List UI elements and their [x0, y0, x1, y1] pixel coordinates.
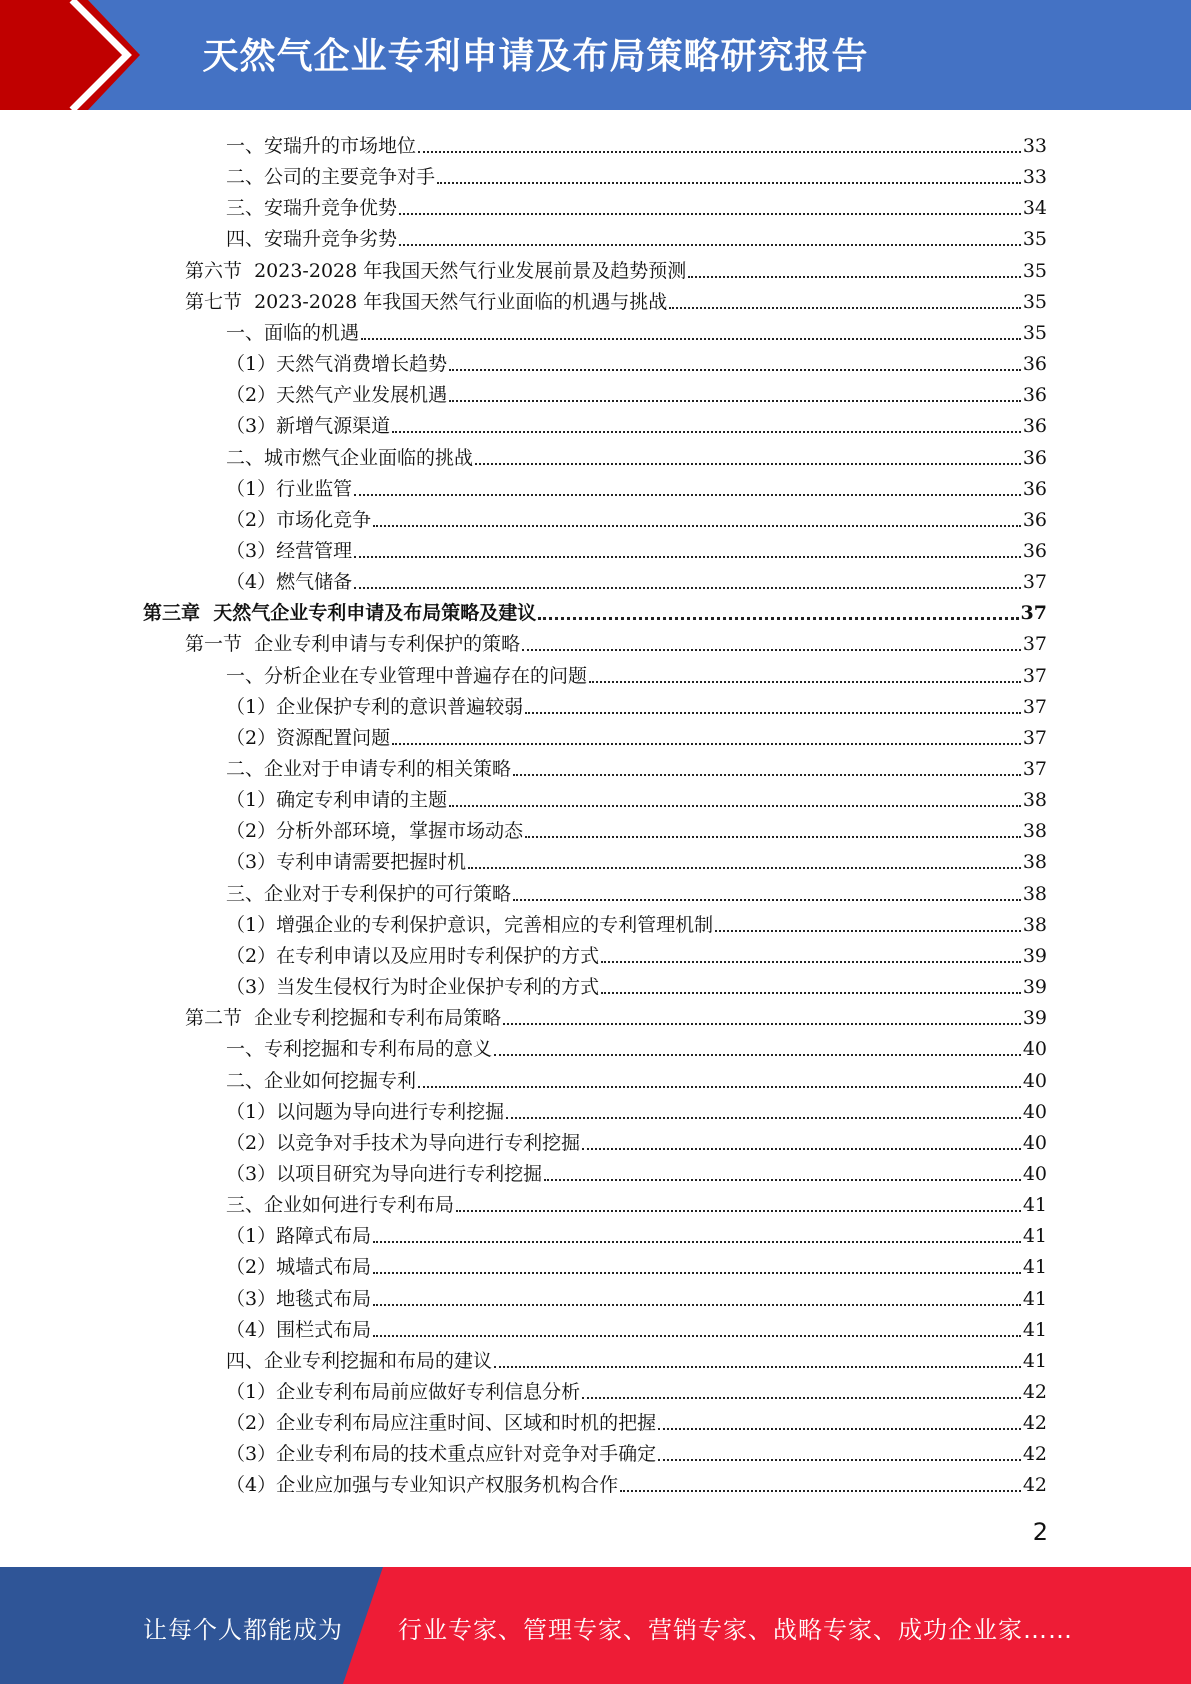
toc-entry-label: （2）以竞争对手技术为导向进行专利挖掘 — [226, 1131, 581, 1154]
toc-entry[interactable] — [226, 533, 1047, 564]
toc-entry-page: 41 — [1022, 1287, 1047, 1310]
toc-entry[interactable] — [226, 1436, 1047, 1467]
toc-entry[interactable] — [226, 938, 1047, 969]
toc-entry-page: 35 — [1022, 290, 1047, 313]
toc-dot-leader — [437, 182, 1021, 184]
toc-dot-leader — [399, 213, 1021, 215]
toc-entry-page: 36 — [1022, 384, 1047, 407]
toc-entry-label: （2）在专利申请以及应用时专利保护的方式 — [226, 944, 600, 967]
toc-entry-label: （1）企业专利布局前应做好专利信息分析 — [226, 1381, 581, 1403]
toc-entry-label: （1）确定专利申请的主题 — [226, 789, 448, 812]
toc-entry[interactable] — [226, 564, 1047, 595]
footer-slogan-left: 让每个人都能成为 — [143, 1616, 343, 1644]
toc-dot-leader — [475, 463, 1021, 465]
toc-dot-leader — [525, 712, 1021, 714]
toc-entry-page: 42 — [1022, 1381, 1047, 1403]
toc-entry-label: 三、企业如何进行专利布局 — [226, 1194, 455, 1217]
toc-entry[interactable] — [226, 1281, 1047, 1312]
toc-entry-label: （2）分析外部环境，掌握市场动态 — [226, 820, 524, 843]
toc-entry-page: 39 — [1022, 1007, 1047, 1030]
toc-entry-page: 40 — [1022, 1131, 1047, 1154]
toc-entry-label: （2）企业专利布局应注重时间、区域和时机的把握 — [226, 1412, 657, 1435]
toc-entry[interactable] — [226, 1312, 1047, 1343]
toc-entry-label: （4）企业应加强与专业知识产权服务机构合作 — [226, 1474, 619, 1497]
toc-entry-label: 二、企业如何挖掘专利 — [226, 1069, 417, 1092]
toc-entry-page: 40 — [1022, 1100, 1047, 1123]
toc-entry-page: 42 — [1022, 1412, 1047, 1435]
toc-entry[interactable] — [226, 190, 1047, 221]
toc-dot-leader — [582, 1397, 1021, 1399]
toc-entry-page: 36 — [1022, 508, 1047, 531]
toc-dot-leader — [538, 617, 1018, 620]
toc-dot-leader — [525, 836, 1021, 838]
toc-entry[interactable] — [226, 1374, 1047, 1405]
toc-entry-label: （2）城墙式布局 — [226, 1256, 372, 1279]
toc-entry-page: 38 — [1022, 789, 1047, 812]
toc-entry-page: 36 — [1022, 539, 1047, 562]
toc-dot-leader — [503, 1023, 1021, 1025]
header-arrow-decoration — [0, 0, 150, 110]
toc-entry-label: 第一节 企业专利申请与专利保护的策略 — [185, 633, 521, 656]
toc-entry-label: 一、专利挖掘和专利布局的意义 — [226, 1038, 493, 1061]
toc-entry-page: 39 — [1022, 976, 1047, 999]
toc-dot-leader — [513, 899, 1021, 901]
toc-entry[interactable] — [226, 1218, 1047, 1249]
toc-entry-label: （3）以项目研究为导向进行专利挖掘 — [226, 1162, 543, 1185]
toc-dot-leader — [601, 992, 1021, 994]
toc-entry-page: 37 — [1022, 726, 1047, 749]
toc-entry-label: （3）经营管理 — [226, 539, 353, 562]
toc-entry-label: （1）天然气消费增长趋势 — [226, 353, 448, 376]
toc-entry-label: （1）增强企业的专利保护意识，完善相应的专利管理机制 — [226, 913, 714, 936]
toc-entry-page: 40 — [1022, 1162, 1047, 1185]
toc-entry[interactable] — [226, 221, 1047, 252]
toc-dot-leader — [354, 494, 1021, 496]
toc-entry-label: （1）企业保护专利的意识普遍较弱 — [226, 695, 524, 718]
toc-entry-page: 38 — [1022, 820, 1047, 843]
toc-entry[interactable] — [226, 377, 1047, 408]
toc-entry-page: 36 — [1022, 446, 1047, 469]
toc-dot-leader — [456, 1210, 1021, 1212]
toc-entry-label: （1）路障式布局 — [226, 1225, 372, 1248]
toc-dot-leader — [506, 1117, 1021, 1119]
toc-dot-leader — [449, 805, 1021, 807]
toc-dot-leader — [620, 1490, 1021, 1492]
toc-entry[interactable] — [185, 253, 1047, 284]
toc-entry[interactable] — [185, 1000, 1047, 1031]
toc-entry-page: 41 — [1022, 1349, 1047, 1372]
toc-dot-leader — [715, 930, 1021, 932]
toc-entry[interactable] — [226, 502, 1047, 533]
toc-entry-label: （3）当发生侵权行为时企业保护专利的方式 — [226, 976, 600, 999]
toc-entry-page: 37 — [1022, 664, 1047, 687]
toc-entry[interactable] — [226, 658, 1047, 689]
toc-dot-leader — [361, 338, 1021, 340]
toc-entry[interactable] — [226, 315, 1047, 346]
toc-dot-leader — [392, 431, 1021, 433]
toc-entry-label: （3）企业专利布局的技术重点应针对竞争对手确定 — [226, 1443, 657, 1466]
toc-entry-page: 41 — [1022, 1194, 1047, 1217]
toc-dot-leader — [392, 743, 1021, 745]
toc-dot-leader — [373, 1335, 1021, 1337]
toc-entry[interactable] — [226, 782, 1047, 813]
toc-entry[interactable] — [226, 876, 1047, 907]
toc-dot-leader — [669, 307, 1021, 309]
toc-dot-leader — [418, 1086, 1021, 1088]
toc-entry-label: 第六节 2023-2028 年我国天然气行业发展前景及趋势预测 — [185, 259, 687, 282]
toc-entry-page: 35 — [1022, 228, 1047, 251]
toc-entry-label: （3）专利申请需要把握时机 — [226, 851, 467, 874]
toc-entry[interactable] — [185, 626, 1047, 657]
toc-dot-leader — [658, 1428, 1021, 1430]
toc-entry-label: 第二节 企业专利挖掘和专利布局策略 — [185, 1007, 502, 1030]
toc-entry-label: 三、企业对于专利保护的可行策略 — [226, 882, 512, 905]
toc-dot-leader — [354, 587, 1021, 589]
toc-entry-page: 37 — [1020, 602, 1047, 625]
toc-entry-page: 40 — [1022, 1038, 1047, 1061]
toc-entry[interactable] — [143, 595, 1047, 626]
toc-entry-label: 三、安瑞升竞争优势 — [226, 197, 398, 220]
toc-entry[interactable] — [185, 284, 1047, 315]
toc-dot-leader — [522, 649, 1021, 651]
toc-entry-label: 二、城市燃气企业面临的挑战 — [226, 446, 474, 469]
toc-entry-label: 第七节 2023-2028 年我国天然气行业面临的机遇与挑战 — [185, 290, 668, 313]
toc-entry[interactable] — [226, 408, 1047, 439]
toc-entry-label: 一、安瑞升的市场地位 — [226, 135, 417, 157]
toc-entry-page: 41 — [1022, 1256, 1047, 1279]
toc-entry-page: 37 — [1022, 695, 1047, 718]
toc-entry-page: 38 — [1022, 913, 1047, 936]
toc-entry-label: 二、企业对于申请专利的相关策略 — [226, 758, 512, 780]
toc-dot-leader — [373, 525, 1021, 527]
toc-entry[interactable] — [226, 689, 1047, 720]
toc-dot-leader — [658, 1459, 1021, 1461]
toc-entry-label: （3）地毯式布局 — [226, 1287, 372, 1310]
toc-entry[interactable] — [226, 128, 1047, 159]
toc-entry[interactable] — [226, 471, 1047, 502]
toc-entry-label: （3）新增气源渠道 — [226, 415, 391, 438]
footer-slogan-right: 行业专家、管理专家、营销专家、战略专家、成功企业家…… — [398, 1616, 1073, 1644]
toc-entry[interactable] — [226, 1063, 1047, 1094]
toc-dot-leader — [589, 681, 1021, 683]
toc-dot-leader — [418, 151, 1021, 153]
toc-entry-page: 37 — [1022, 758, 1047, 780]
toc-dot-leader — [449, 400, 1021, 402]
toc-dot-leader — [468, 867, 1021, 869]
toc-entry[interactable] — [226, 1125, 1047, 1156]
toc-entry[interactable] — [226, 907, 1047, 938]
header-banner — [0, 0, 1191, 110]
toc-entry-page: 33 — [1022, 135, 1047, 157]
toc-dot-leader — [494, 1366, 1021, 1368]
toc-dot-leader — [373, 1272, 1021, 1274]
footer-banner — [0, 1567, 1191, 1684]
toc-entry-page: 39 — [1022, 944, 1047, 967]
toc-entry-label: 四、企业专利挖掘和布局的建议 — [226, 1349, 493, 1372]
toc-entry-label: （2）天然气产业发展机遇 — [226, 384, 448, 407]
toc-dot-leader — [494, 1054, 1021, 1056]
toc-entry[interactable] — [226, 1343, 1047, 1374]
toc-entry-page: 42 — [1022, 1443, 1047, 1466]
toc-entry[interactable] — [226, 346, 1047, 377]
toc-dot-leader — [354, 556, 1021, 558]
toc-entry[interactable] — [226, 1467, 1047, 1498]
toc-entry-page: 40 — [1022, 1069, 1047, 1092]
toc-entry-label: 第三章 天然气企业专利申请及布局策略及建议 — [143, 602, 537, 625]
toc-entry-label: 一、分析企业在专业管理中普遍存在的问题 — [226, 664, 588, 687]
toc-entry-page: 37 — [1022, 571, 1047, 594]
toc-entry[interactable] — [226, 1187, 1047, 1218]
toc-entry-page: 38 — [1022, 851, 1047, 874]
toc-entry[interactable] — [226, 751, 1047, 782]
toc-entry[interactable] — [226, 969, 1047, 1000]
toc-entry-page: 36 — [1022, 477, 1047, 500]
toc-entry[interactable] — [226, 159, 1047, 190]
toc-entry-label: （4）围栏式布局 — [226, 1318, 372, 1341]
toc-entry[interactable] — [226, 1249, 1047, 1280]
toc-dot-leader — [601, 961, 1021, 963]
toc-entry-page: 36 — [1022, 415, 1047, 438]
toc-dot-leader — [688, 276, 1021, 278]
toc-entry[interactable] — [226, 1405, 1047, 1436]
toc-entry-label: （1）行业监管 — [226, 477, 353, 500]
toc-dot-leader — [544, 1179, 1021, 1181]
toc-entry-label: 二、公司的主要竞争对手 — [226, 166, 436, 189]
toc-entry-label: 一、面临的机遇 — [226, 321, 360, 344]
toc-entry[interactable] — [226, 813, 1047, 844]
toc-entry-label: （4）燃气储备 — [226, 571, 353, 594]
toc-dot-leader — [449, 369, 1021, 371]
toc-entry[interactable] — [226, 844, 1047, 875]
toc-dot-leader — [399, 244, 1021, 246]
toc-entry-page: 35 — [1022, 259, 1047, 282]
toc-entry[interactable] — [226, 1031, 1047, 1062]
toc-entry-page: 35 — [1022, 321, 1047, 344]
toc-entry-page: 33 — [1022, 166, 1047, 189]
toc-entry-label: 四、安瑞升竞争劣势 — [226, 228, 398, 251]
toc-entry-label: （2）资源配置问题 — [226, 726, 391, 749]
toc-entry-page: 36 — [1022, 353, 1047, 376]
toc-entry-page: 38 — [1022, 882, 1047, 905]
toc-entry-label: （2）市场化竞争 — [226, 508, 372, 531]
toc-entry-page: 41 — [1022, 1318, 1047, 1341]
toc-dot-leader — [373, 1304, 1021, 1306]
toc-dot-leader — [582, 1148, 1021, 1150]
toc-entry[interactable] — [226, 1156, 1047, 1187]
toc-entry-page: 41 — [1022, 1225, 1047, 1248]
toc-entry-page: 37 — [1022, 633, 1047, 656]
toc-entry-page: 42 — [1022, 1474, 1047, 1497]
toc-entry[interactable] — [226, 440, 1047, 471]
toc-dot-leader — [373, 1241, 1021, 1243]
page-number: 2 — [1032, 1518, 1048, 1546]
report-title: 天然气企业专利申请及布局策略研究报告 — [202, 36, 869, 77]
toc-entry-page: 34 — [1022, 197, 1047, 220]
toc-entry-label: （1）以问题为导向进行专利挖掘 — [226, 1100, 505, 1123]
toc-entry[interactable] — [226, 720, 1047, 751]
toc-dot-leader — [513, 774, 1021, 776]
toc-entry[interactable] — [226, 1094, 1047, 1125]
